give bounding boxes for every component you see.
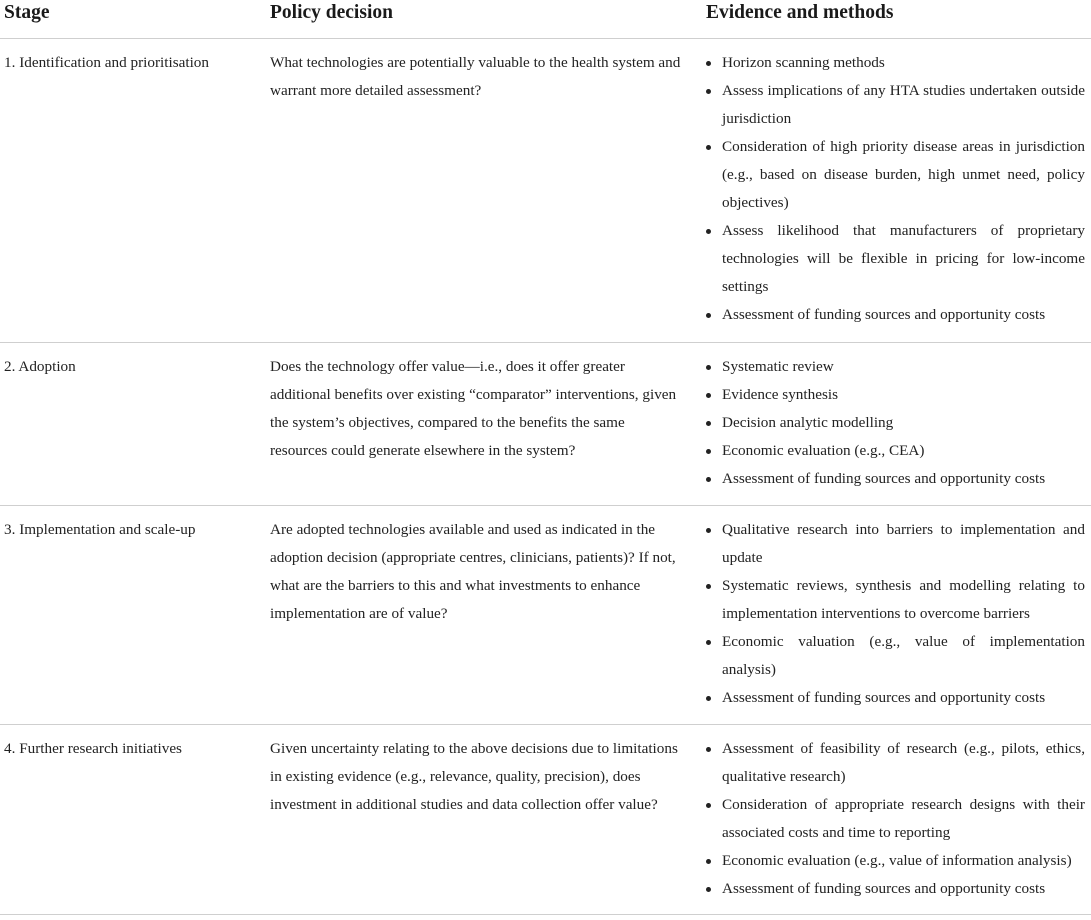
list-item: Consideration of high priority disease areas in jurisdiction (e.g., based on disease burden, high unmet need, policy objectives) — [706, 133, 1085, 217]
bullet-icon — [706, 640, 711, 645]
list-item: Economic evaluation (e.g., CEA) — [706, 437, 1085, 465]
list-item: Assessment of funding sources and opportunity costs — [706, 875, 1085, 903]
stage-label: 4. Further research initiatives — [4, 740, 182, 757]
bullet-icon — [706, 449, 711, 454]
table-header-row — [0, 0, 1091, 39]
list-item: Assessment of funding sources and opportunity costs — [706, 465, 1085, 493]
bullet-icon — [706, 393, 711, 398]
policy-cell — [270, 343, 706, 505]
stage-label: 2. Adoption — [4, 358, 76, 375]
bullet-icon — [706, 421, 711, 426]
bullet-icon — [706, 696, 711, 701]
list-item: Systematic review — [706, 353, 1085, 381]
policy-cell — [270, 39, 706, 342]
table-row — [0, 506, 1091, 725]
table-row — [0, 725, 1091, 915]
list-item: Assessment of funding sources and opportunity costs — [706, 301, 1085, 329]
evidence-list — [706, 49, 1085, 329]
bullet-icon — [706, 365, 711, 370]
policy-cell — [270, 725, 706, 914]
bullet-icon — [706, 89, 711, 94]
policy-text: Are adopted technologies available and used as indicated in the adoption decision (appropriate centres, clinicians, patients)? If not, what are the barriers to this and what investments to enhance implementation are of value? — [270, 521, 676, 622]
stage-cell — [0, 343, 270, 505]
list-item: Systematic reviews, synthesis and modelling relating to implementation interventions to overcome barriers — [706, 572, 1085, 628]
policy-text: What technologies are potentially valuable to the health system and warrant more detailed assessment? — [270, 54, 681, 99]
list-item: Assess implications of any HTA studies undertaken outside jurisdiction — [706, 77, 1085, 133]
header-policy-decision: Policy decision — [270, 2, 393, 23]
evidence-cell — [706, 39, 1091, 342]
list-item: Economic evaluation (e.g., value of information analysis) — [706, 847, 1085, 875]
list-item: Qualitative research into barriers to implementation and update — [706, 516, 1085, 572]
evidence-cell — [706, 725, 1091, 914]
bullet-icon — [706, 229, 711, 234]
header-evidence-methods: Evidence and methods — [706, 2, 894, 23]
list-item: Decision analytic modelling — [706, 409, 1085, 437]
stage-label: 1. Identification and prioritisation — [4, 54, 209, 71]
bullet-icon — [706, 477, 711, 482]
list-item: Assessment of feasibility of research (e.g., pilots, ethics, qualitative research) — [706, 735, 1085, 791]
list-item: Consideration of appropriate research designs with their associated costs and time to reporting — [706, 791, 1085, 847]
list-item: Assessment of funding sources and opportunity costs — [706, 684, 1085, 712]
policy-text: Given uncertainty relating to the above decisions due to limitations in existing evidence (e.g., relevance, quality, precision), does investment in additional studies and data collection offer value? — [270, 740, 678, 813]
stage-label: 3. Implementation and scale-up — [4, 521, 196, 538]
stage-cell — [0, 725, 270, 914]
bullet-icon — [706, 747, 711, 752]
table-row — [0, 39, 1091, 343]
bullet-icon — [706, 528, 711, 533]
evidence-cell — [706, 506, 1091, 724]
list-item: Evidence synthesis — [706, 381, 1085, 409]
bullet-icon — [706, 584, 711, 589]
bullet-icon — [706, 145, 711, 150]
evidence-list — [706, 735, 1085, 903]
header-stage: Stage — [4, 2, 50, 23]
list-item: Economic valuation (e.g., value of implementation analysis) — [706, 628, 1085, 684]
policy-text: Does the technology offer value—i.e., does it offer greater additional benefits over existing “comparator” interventions, given the system’s objectives, compared to the benefits the same resources could generate elsewhere in the system? — [270, 358, 677, 459]
bullet-icon — [706, 803, 711, 808]
list-item: Horizon scanning methods — [706, 49, 1085, 77]
bullet-icon — [706, 859, 711, 864]
bullet-icon — [706, 61, 711, 66]
evidence-cell — [706, 343, 1091, 505]
bullet-icon — [706, 313, 711, 318]
evidence-list — [706, 516, 1085, 712]
stage-cell — [0, 506, 270, 724]
policy-cell — [270, 506, 706, 724]
stage-cell — [0, 39, 270, 342]
list-item: Assess likelihood that manufacturers of proprietary technologies will be flexible in pricing for low-income settings — [706, 217, 1085, 301]
table-row — [0, 343, 1091, 506]
evidence-list — [706, 353, 1085, 493]
bullet-icon — [706, 887, 711, 892]
